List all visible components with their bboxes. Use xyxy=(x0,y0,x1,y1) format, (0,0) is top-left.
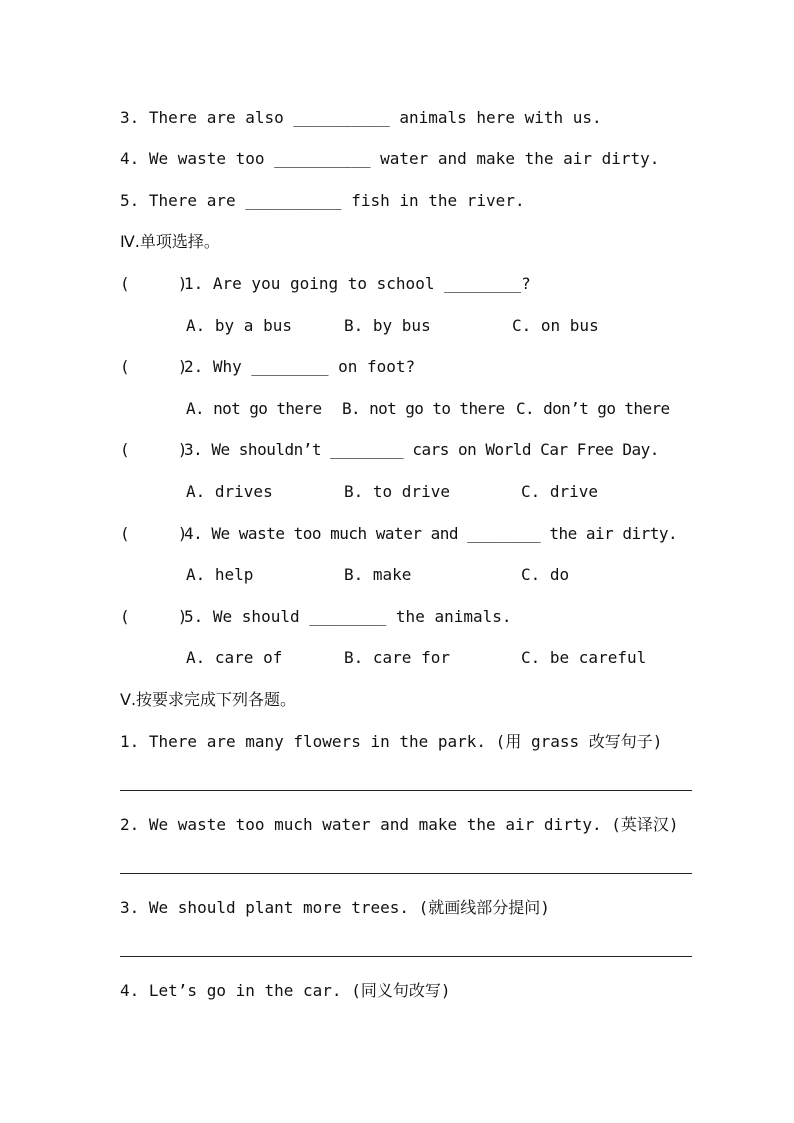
mc-option-3c[interactable]: C. drive xyxy=(521,482,599,501)
section-5-title: Ⅴ.按要求完成下列各题。 xyxy=(120,690,297,709)
mc-option-4c[interactable]: C. do xyxy=(521,565,570,584)
mc-question-2: 2. Why ________ on foot? xyxy=(184,357,416,376)
mc-question-3: 3. We shouldn’t ________ cars on World Car Free Day. xyxy=(184,440,659,459)
fill-item-4: 4. We waste too __________ water and make the air dirty. xyxy=(120,149,660,168)
mc-option-4b[interactable]: B. make xyxy=(344,565,412,584)
answer-bracket-1[interactable]: ( ) xyxy=(120,274,188,293)
mc-question-1: 1. Are you going to school ________? xyxy=(184,274,531,293)
mc-option-4a[interactable]: A. help xyxy=(186,565,254,584)
mc-option-1c[interactable]: C. on bus xyxy=(512,316,599,335)
mc-option-5b[interactable]: B. care for xyxy=(344,648,450,667)
answer-bracket-5[interactable]: ( ) xyxy=(120,607,188,626)
answer-bracket-3[interactable]: ( ) xyxy=(120,440,188,459)
mc-option-3a[interactable]: A. drives xyxy=(186,482,273,501)
rewrite-item-1: 1. There are many flowers in the park. (用 grass 改写句子) xyxy=(120,732,663,751)
rewrite-item-3: 3. We should plant more trees. (就画线部分提问) xyxy=(120,898,550,917)
answer-line-2[interactable] xyxy=(120,873,692,874)
fill-item-3: 3. There are also __________ animals here with us. xyxy=(120,108,602,127)
answer-bracket-4[interactable]: ( ) xyxy=(120,524,188,543)
mc-question-4: 4. We waste too much water and ________ the air dirty. xyxy=(184,524,678,543)
mc-option-1b[interactable]: B. by bus xyxy=(344,316,431,335)
mc-question-5: 5. We should ________ the animals. xyxy=(184,607,512,626)
answer-line-1[interactable] xyxy=(120,790,692,791)
section-4-title: Ⅳ.单项选择。 xyxy=(120,232,220,251)
mc-option-5a[interactable]: A. care of xyxy=(186,648,283,667)
mc-option-3b[interactable]: B. to drive xyxy=(344,482,450,501)
fill-item-5: 5. There are __________ fish in the river. xyxy=(120,191,525,210)
mc-option-2a[interactable]: A. not go there xyxy=(186,399,322,418)
answer-line-3[interactable] xyxy=(120,956,692,957)
mc-option-5c[interactable]: C. be careful xyxy=(521,648,647,667)
rewrite-item-2: 2. We waste too much water and make the air dirty. (英译汉) xyxy=(120,815,679,834)
mc-option-2b[interactable]: B. not go to there xyxy=(342,399,505,418)
rewrite-item-4: 4. Let’s go in the car. (同义句改写) xyxy=(120,981,451,1000)
mc-option-1a[interactable]: A. by a bus xyxy=(186,316,292,335)
answer-bracket-2[interactable]: ( ) xyxy=(120,357,188,376)
mc-option-2c[interactable]: C. don’t go there xyxy=(516,399,670,418)
